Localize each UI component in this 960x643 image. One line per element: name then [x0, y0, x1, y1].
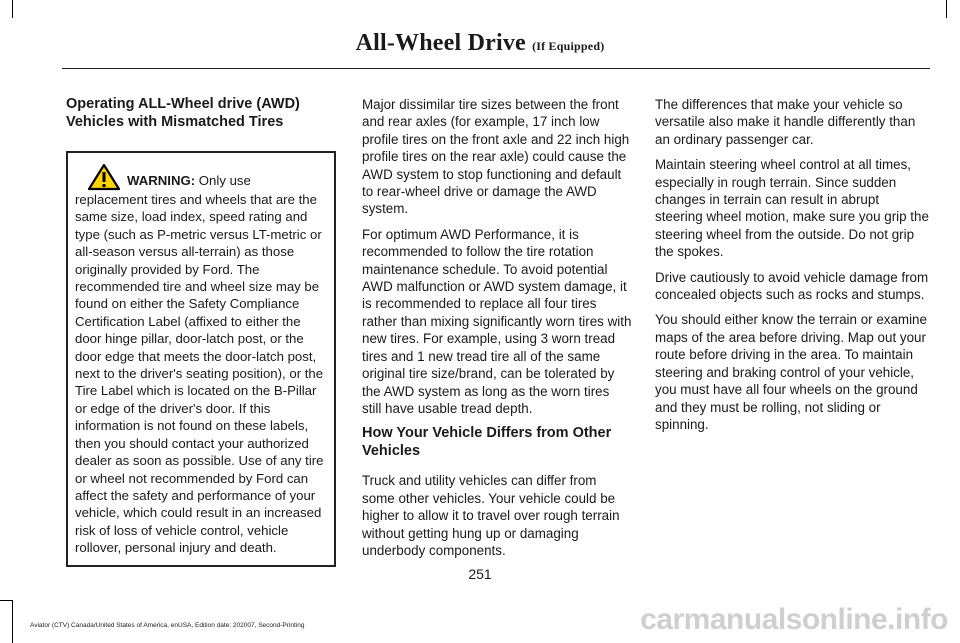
paragraph: Major dissimilar tire sizes between the front and rear axles (for example, 17 inch low profile tires on the front axle and 22 inch high profile tires on the rear axle) could cause the AWD system to stop functioning and default to rear-wheel drive or damage the AWD system.	[362, 97, 630, 217]
paragraph: Truck and utility vehicles can differ from some other vehicles. Your vehicle could be higher to allow it to travel over rough terrain without getting hung up or damaging underbody components.	[362, 473, 620, 558]
paragraph: Drive cautiously to avoid vehicle damage from concealed objects such as rocks and stumps.	[655, 269, 929, 303]
watermark: carmanualsonline.info	[640, 603, 948, 636]
column-left	[66, 96, 336, 567]
crop-mark-top-right-v	[946, 0, 947, 18]
paragraph: You should either know the terrain or examine maps of the area before driving. Map out your route before driving in the area. To maintain steering and braking control of your vehicle, you must have all four wheels on the ground and they must be rolling, not sliding or spinning.	[655, 312, 927, 432]
warning-box	[66, 151, 336, 567]
page-title-subtitle: (If Equipped)	[532, 39, 605, 53]
warning-triangle-icon	[87, 163, 121, 191]
crop-mark-bottom-left-v	[12, 600, 13, 643]
paragraph: Maintain steering wheel control at all times, especially in rough terrain. Since sudden changes in terrain can result in abrupt steering wheel motion, make sure you grip the steering wheel from the outside. Do not grip the spokes.	[655, 157, 929, 260]
crop-mark-bottom-left-h	[0, 600, 12, 601]
warning-text: Only use replacement tires and wheels that are the same size, load index, speed rating and type (such as P-metric versus LT-metric or all-season versus all-terrain) as those originally provided by Ford. The recommended tire and wheel size may be found on either the Safety Compliance Certification Label (affixed to either the door hinge pillar, door-latch post, or the door edge that meets the door-latch post, next to the driver's seating position), or the Tire Label which is located on the B-Pillar or edge of the driver's door. If this information is not found on these labels, then you should contact your authorized dealer as soon as possible. Use of any tire or wheel not recommended by Ford can affect the safety and performance of your vehicle, which could result in an increased risk of loss of vehicle control, vehicle rollover, personal injury and death.	[75, 173, 324, 556]
paragraph: For optimum AWD Performance, it is recommended to follow the tire rotation maintenance schedule. To avoid potential AWD malfunction or AWD system damage, it is recommended to replace all four tires rather than mixing significantly worn tires with new tires. For example, using 3 worn tread tires and 1 new tread tire all of the same original tire size/brand, can be tolerated by the AWD system as long as the worn tires still have usable tread depth.	[362, 226, 632, 416]
section-heading-vehicle-differs: How Your Vehicle Differs from Other Vehicles	[362, 425, 612, 459]
page-number: 251	[468, 566, 492, 582]
header-rule	[62, 68, 930, 69]
footer-edition-info: Aviator (CTV) Canada/United States of America, enUSA, Edition date: 202007, Second-Printing	[30, 622, 305, 629]
page-title	[0, 30, 960, 57]
page-title-main: All-Wheel Drive	[355, 30, 526, 56]
crop-mark-top-left-v	[12, 0, 13, 18]
section-heading-mismatched-tires: Operating ALL-Wheel drive (AWD) Vehicles with Mismatched Tires	[66, 96, 300, 130]
column-middle	[362, 96, 632, 567]
paragraph: The differences that make your vehicle so versatile also make it handle differently than an ordinary passenger car.	[655, 97, 916, 147]
column-right	[655, 96, 930, 441]
warning-label: WARNING:	[127, 173, 196, 188]
